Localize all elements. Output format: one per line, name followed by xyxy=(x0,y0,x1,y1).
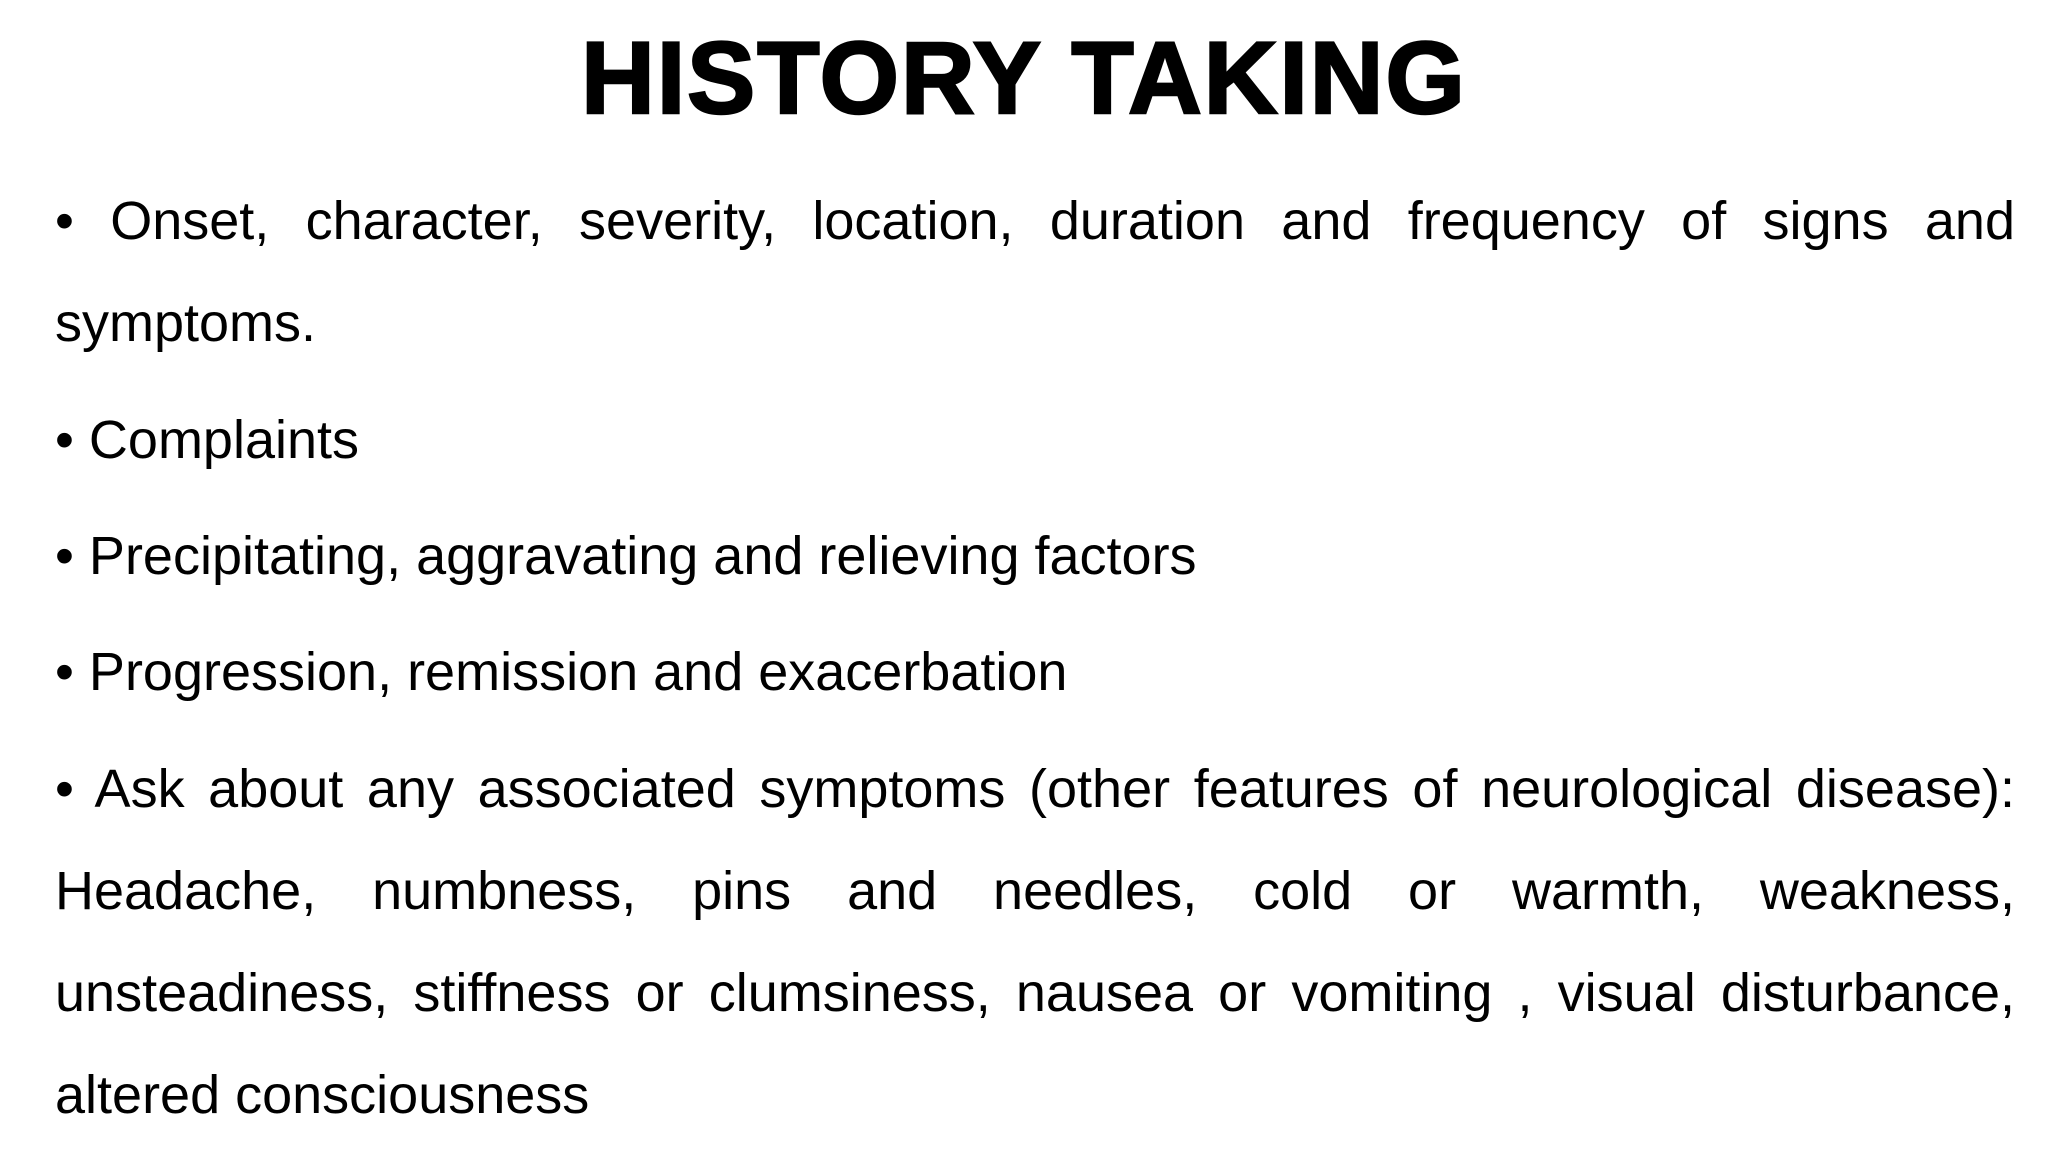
bullet-icon: • xyxy=(55,526,74,586)
bullet-icon: • xyxy=(55,191,74,251)
bullet-icon: • xyxy=(55,410,74,470)
bullet-text: Complaints xyxy=(88,410,360,470)
bullet-list xyxy=(55,170,2015,1162)
bullet-item-progression xyxy=(55,622,2015,722)
slide-title: HISTORY TAKING xyxy=(581,21,1467,135)
bullet-icon: • xyxy=(55,642,74,702)
bullet-icon: • xyxy=(55,759,74,819)
bullet-text: Onset, character, severity, location, duration and frequency of signs and symptoms. xyxy=(55,191,2015,353)
bullet-text: Progression, remission and exacerbation xyxy=(88,642,1068,702)
bullet-text: Ask about any associated symptoms (other features of neurological disease): Headache, numbness, pins and needles, cold or warmth, weakness, unsteadiness, stiffness or clumsiness, nausea or vomiting , visual disturbance, altered consciousness xyxy=(55,759,2015,1125)
bullet-item-associated-symptoms xyxy=(55,738,2015,1146)
bullet-item-factors xyxy=(55,506,2015,606)
bullet-item-complaints xyxy=(55,390,2015,490)
bullet-text: Precipitating, aggravating and relieving factors xyxy=(88,526,1197,586)
bullet-item-onset xyxy=(55,170,2015,374)
